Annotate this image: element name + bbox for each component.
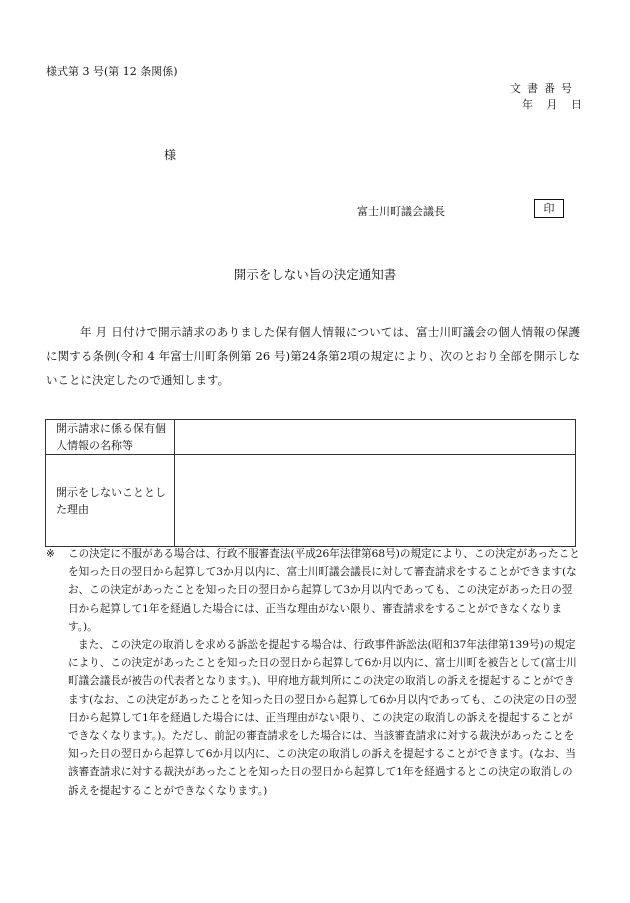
info-table bbox=[45, 419, 576, 547]
document-title: 開示をしない旨の決定通知書 bbox=[233, 267, 397, 282]
seal-box: 印 bbox=[534, 199, 564, 218]
table-row bbox=[46, 420, 576, 455]
note-appeal bbox=[46, 545, 580, 636]
note-appeal-text: この決定に不服がある場合は、行政不服審査法(平成26年法律第68号)の規定により、この決定があったことを知った日の翌日から起算して3か月以内に、富士川町議会議長に対して審査請求をすることができます(なお、この決定があったことを知った日の翌日から起算して3か月以内であっても、この決定があった日の翌日から起算して1年を経過した場合には、正当な理由がない限り、審査請求をすることができなくなります。)。 bbox=[68, 548, 580, 633]
sender: 富士川町議会議長 bbox=[357, 205, 445, 218]
notes bbox=[46, 545, 580, 800]
note-lawsuit: また、この決定の取消しを求める訴訟を提起する場合は、行政事件訴訟法(昭和37年法律第139号)の規定により、この決定があったことを知った日の翌日から起算して6か月以内に、富士川町を被告として(富士川町議会議長が被告の代表者となります。)、甲府地方裁判所にこの決定の取消しの訴えを提起することができます(なお、この決定があったことを知った日の翌日から起算して6か月以内であっても、この決定の日の翌日から起算して1年を経過した場合には、正当理由がない限り、この決定の取消しの訴えを提起することができなくなります。)。ただし、前記の審査請求をした場合には、当該審査請求に対する裁決があったことを知った日の翌日から起算して6か月以内に、この決定の取消しの訴えを提起することができます。(なお、当該審査請求に対する裁決があったことを知った日の翌日から起算して1年を経過するとこの決定の取消しの訴えを提起することができなくなります。) bbox=[68, 639, 577, 797]
non-disclosure-reason-label: 開示をしないこととした理由 bbox=[46, 455, 175, 547]
document-number-label: 文書番号 bbox=[510, 82, 578, 95]
table-row bbox=[46, 455, 576, 547]
non-disclosure-reason-value bbox=[175, 455, 576, 547]
personal-info-name-label: 開示請求に係る保有個人情報の名称等 bbox=[46, 420, 175, 455]
form-number: 様式第 3 号(第 12 条関係) bbox=[46, 65, 178, 78]
note-mark: ※ bbox=[46, 548, 55, 560]
personal-info-name-value bbox=[175, 420, 576, 455]
addressee: 様 bbox=[164, 148, 177, 162]
date-label: 年 月 日 bbox=[522, 98, 582, 111]
body-paragraph: 年 月 日付けで開示請求のありました保有個人情報については、富士川町議会の個人情報の保護に関する条例(令和 4 年富士川町条例第 26 号)第24条第2項の規定により、次のとおり全部を開示しないことに決定したので通知します。 bbox=[46, 325, 580, 387]
